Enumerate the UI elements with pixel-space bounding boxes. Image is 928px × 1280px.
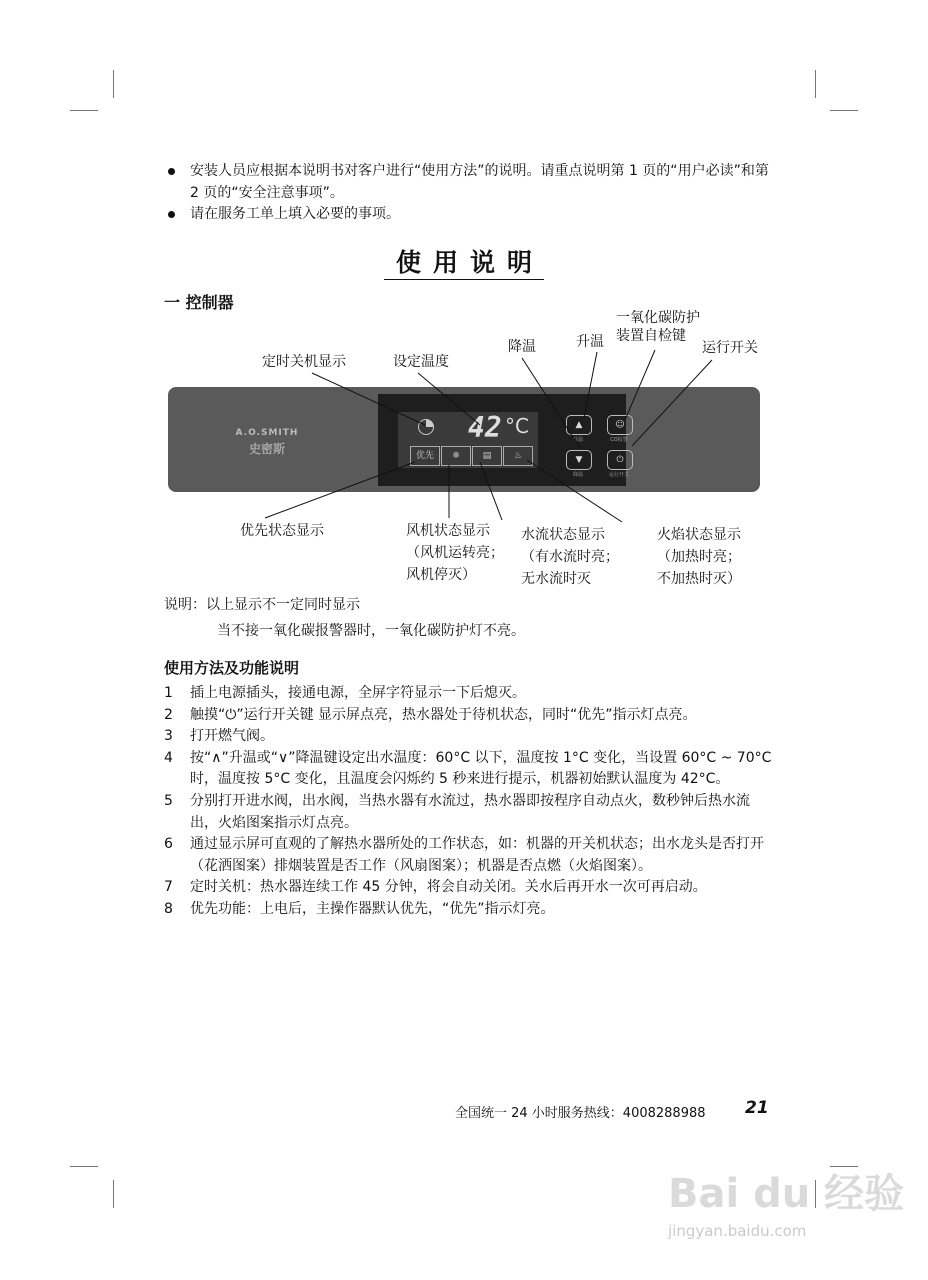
steps-list [164,683,774,921]
flame-icon: ♨ [503,446,533,466]
callout-temp-down: 降温 [508,339,536,355]
leader-line [480,462,502,520]
section-heading: 使用方法及功能说明 [164,659,300,677]
list-item [164,683,774,705]
callout-fan-line: 风机停灭） [406,567,476,583]
note-line: 当不接一氧化碳报警器时，一氧化碳防护灯不亮。 [217,623,525,639]
list-item [164,726,774,748]
priority-indicator: 优先 [410,446,440,466]
step-text: 通过显示屏可直观的了解热水器所处的工作状态，如：机器的开关机状态；出水龙头是否打开（花洒图案）排烟装置是否工作（风扇图案）；机器是否点燃（火焰图案）。 [190,836,764,874]
shower-icon: ▤ [472,446,502,466]
leader-line [265,462,415,518]
callout-set-temp: 设定温度 [393,354,449,370]
step-text: 定时关机：热水器连续工作 45 分钟，将会自动关闭。关水后再开水一次可再启动。 [190,879,707,896]
step-text: 分别打开进水阀，出水阀，当热水器有水流过，热水器即按程序自动点火，数秒钟后热水流出，火焰图案指示灯点亮。 [190,792,750,831]
section-heading: 一 控制器 [164,293,234,312]
bullet-text: 安装人员应根据本说明书对客户进行“使用方法”的说明。请重点说明第 1 页的“用户必读”和第 2 页的“安全注意事项”。 [190,163,769,201]
list-item [164,877,774,899]
temp-down-label: 降温 [572,472,583,478]
brand-logo-en: A.O.SMITH [235,428,299,438]
leader-line [312,373,425,425]
fan-icon: ❄ [441,446,471,466]
temperature-unit: °C [505,414,529,438]
list-item [164,748,774,791]
callout-water [521,524,619,590]
step-number: 3 [164,728,173,745]
leader-line [522,358,580,448]
temp-up-button[interactable]: ▲ [566,415,592,435]
watermark-url: jingyan.baidu.com [668,1222,807,1240]
step-text: 插上电源插头，接通电源，全屏字符显示一下后熄灭。 [190,685,526,701]
callout-water-line: 无水流时灭 [521,571,591,587]
step-number: 6 [164,836,173,853]
step-number: 5 [164,792,173,809]
co-check-button[interactable]: ☺ [607,415,633,435]
callout-co-line1: 一氧化碳防护 [616,310,700,326]
leader-lines [0,0,928,600]
callout-flame [657,524,741,590]
list-item [164,705,774,727]
leader-line [632,360,712,446]
crop-mark [70,1166,98,1167]
callout-priority: 优先状态显示 [240,523,324,539]
callout-flame-line: 火焰状态显示 [657,527,741,543]
hotline-footer: 全国统一 24 小时服务热线：4008288988 [455,1106,706,1121]
bullet-text: 请在服务工单上填入必要的事项。 [190,206,400,222]
watermark-logo: Bai du 经验 [668,1171,905,1217]
page-title: 使用说明 [0,243,928,279]
callout-temp-up: 升温 [576,334,604,350]
step-number: 7 [164,879,173,896]
leader-line [584,352,597,418]
page-number: 21 [745,1098,769,1118]
list-item [164,834,774,877]
callout-fan-line: （风机运转亮； [406,545,504,561]
callout-timer: 定时关机显示 [262,354,346,370]
step-number: 8 [164,900,173,917]
callout-water-line: （有水流时亮； [521,549,619,565]
step-text: 优先功能：上电后，主操作器默认优先，“优先”指示灯亮。 [190,900,555,917]
step-number: 1 [164,685,173,701]
callout-fan-line: 风机状态显示 [406,523,490,539]
step-number: 4 [164,749,173,766]
step-number: 2 [164,706,173,723]
callout-co-line2: 装置自检键 [616,328,686,344]
list-item [164,899,774,921]
co-check-label: CO报警 [610,437,628,443]
callout-power: 运行开关 [702,340,758,356]
callout-fan [406,520,504,586]
leader-line [418,373,480,425]
power-label: 运行开关 [608,472,629,478]
note-line: 说明：以上显示不一定同时显示 [164,597,360,613]
power-button[interactable]: ⏻ [607,450,633,470]
crop-mark [113,1180,114,1208]
temp-down-button[interactable]: ▼ [566,450,592,470]
step-text: 打开燃气阀。 [190,728,274,745]
leader-line [625,350,655,420]
callout-water-line: 水流状态显示 [521,527,605,543]
callout-flame-line: 不加热时灭） [657,571,741,587]
temperature-display: 42 [468,411,502,444]
step-text: 触摸“⏻”运行开关键 显示屏点亮，热水器处于待机状态，同时“优先”指示灯点亮。 [190,706,697,723]
temp-up-label: 升温 [572,437,583,443]
leader-line [527,460,622,522]
list-item [164,791,774,834]
step-text: 按“∧”升温或“∨”降温键设定出水温度：60°C 以下，温度按 1°C 变化，当设置 60°C ~ 70°C 时，温度按 5°C 变化，且温度会闪烁约 5 秒来进行提示，机器初始默认温度为 42°C。 [190,749,772,788]
brand-logo-cn: 史密斯 [248,442,285,456]
callout-flame-line: （加热时亮； [657,549,741,565]
